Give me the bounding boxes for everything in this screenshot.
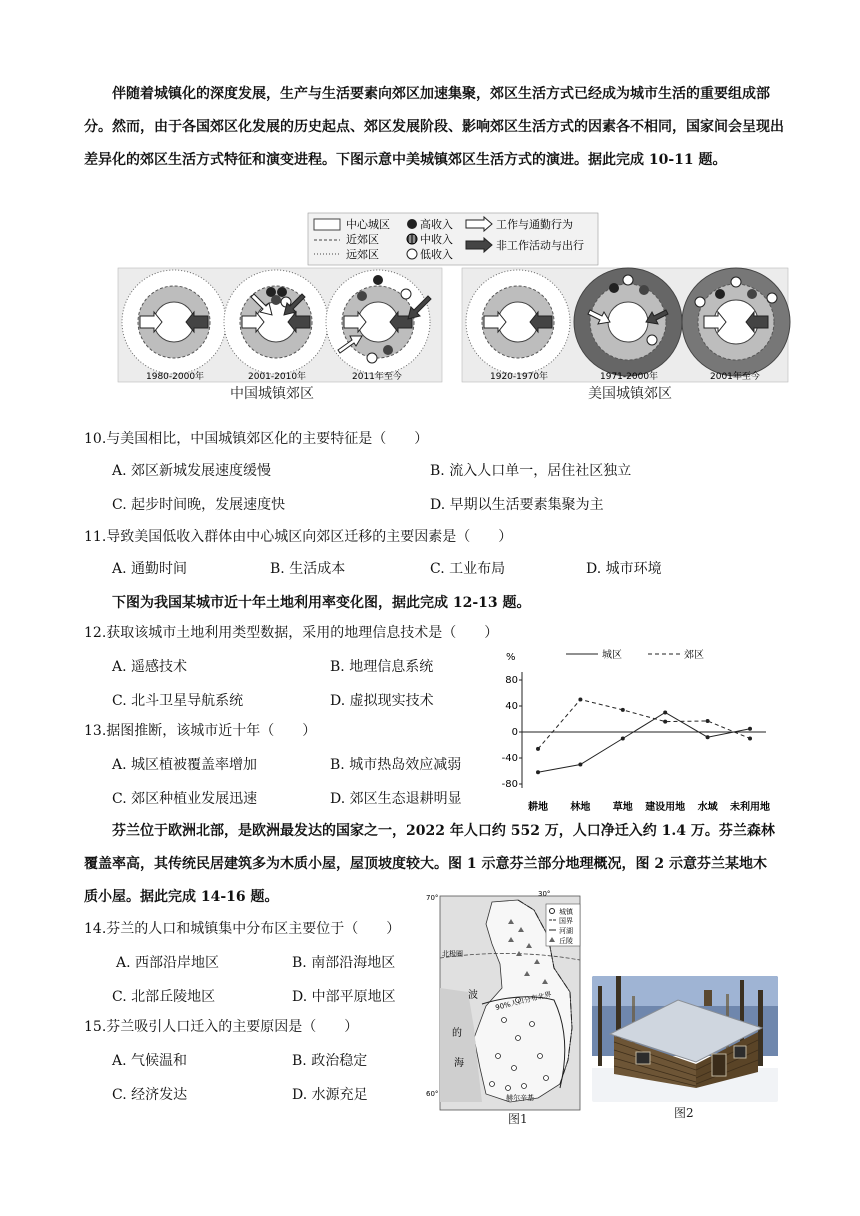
q12-option-d[interactable]: D. 虚拟现实技术: [330, 693, 434, 709]
map-gulf-char-3: 海: [454, 1058, 464, 1069]
legend-mid-income: 中收入: [420, 233, 453, 246]
suburb-evolution-figure: [116, 210, 792, 402]
usa-diagram-2: [574, 268, 682, 376]
chart-data-point: [621, 737, 625, 741]
intro-paragraph-3: 芬兰位于欧洲北部，是欧洲最发达的国家之一，2022 年人口约 552 万，人口净迁入约 1.4 万。芬兰森林覆盖率高，其传统民居建筑多为木质小屋，屋顶坡度较大。图 1 示意芬兰部分地理概况，图 2 示意芬兰某地木质小屋。据此完成 14-16 题。: [84, 823, 775, 905]
usa-period-1: 1920-1970年: [490, 372, 549, 382]
chart-y-tick-label: -80: [501, 779, 518, 790]
question-15-stem: 15.芬兰吸引人口迁入的主要原因是（ ）: [84, 1019, 359, 1035]
legend-series-suburb: 郊区: [684, 650, 704, 661]
cabin-illustration: [592, 976, 778, 1102]
usa-diagram-3: [682, 268, 790, 376]
chart-x-category-label: 耕地: [528, 802, 548, 813]
map-capital-label: 赫尔辛基: [506, 1094, 534, 1102]
finland-map: [422, 888, 588, 1112]
map-gulf-char-2: 的: [452, 1028, 462, 1039]
chart-y-tick-label: -40: [501, 753, 518, 764]
usa-caption: 美国城镇郊区: [588, 386, 672, 402]
question-11-stem: 11.导致美国低收入群体由中心城区向郊区迁移的主要因素是（ ）: [84, 529, 513, 545]
legend-work-commute: 工作与通勤行为: [496, 218, 573, 231]
figure-2-caption: 图2: [674, 1106, 694, 1120]
figure-legend: [308, 213, 598, 265]
legend-far-suburb: 远郊区: [346, 248, 379, 261]
q12-option-a[interactable]: A. 遥感技术: [112, 659, 188, 675]
map-lon-30: 30°: [538, 890, 551, 898]
china-caption: 中国城镇郊区: [230, 386, 314, 402]
chart-x-category-label: 建设用地: [645, 802, 686, 813]
china-diagram-1: [122, 270, 226, 374]
map-lat-70: 70°: [426, 894, 439, 902]
chart-data-point: [536, 770, 540, 774]
q11-option-c[interactable]: C. 工业布局: [430, 561, 506, 577]
chart-x-category-label: 林地: [570, 802, 591, 813]
chart-y-tick-label: 80: [505, 675, 518, 686]
legend-series-urban: 城区: [602, 650, 622, 661]
legend-low-income: 低收入: [420, 248, 453, 261]
map-arctic-circle: 北极圈: [442, 950, 463, 958]
map-lat-60: 60°: [426, 1090, 439, 1098]
land-use-change-chart: [488, 644, 778, 816]
chart-data-point: [706, 719, 710, 723]
q12-option-c[interactable]: C. 北斗卫星导航系统: [112, 693, 244, 709]
chart-data-point: [663, 711, 667, 715]
q13-option-d[interactable]: D. 郊区生态退耕明显: [330, 791, 462, 807]
q15-option-d[interactable]: D. 水源充足: [292, 1087, 368, 1103]
q14-option-d[interactable]: D. 中部平原地区: [292, 989, 396, 1005]
chart-x-category-label: 草地: [612, 802, 633, 813]
q14-option-b[interactable]: B. 南部沿海地区: [292, 955, 396, 971]
q10-option-c[interactable]: C. 起步时间晚，发展速度快: [112, 497, 286, 513]
figure-1-caption: 图1: [508, 1112, 528, 1126]
map-legend-border: 国界: [559, 917, 573, 925]
chart-data-point: [706, 735, 710, 739]
china-period-1: 1980-2000年: [146, 372, 205, 382]
q11-option-d[interactable]: D. 城市环境: [586, 561, 662, 577]
china-diagram-2: [224, 270, 328, 374]
q10-option-b[interactable]: B. 流入人口单一，居住社区独立: [430, 463, 632, 479]
chart-y-unit: %: [506, 652, 516, 663]
chart-legend: [566, 648, 704, 661]
question-12-stem: 12.获取该城市土地利用类型数据，采用的地理信息技术是（ ）: [84, 625, 499, 641]
map-legend-river-lake: 河湖: [559, 927, 573, 935]
china-period-2: 2001-2010年: [248, 372, 307, 382]
map-gulf-char-1: 波: [468, 990, 478, 1001]
q13-option-b[interactable]: B. 城市热岛效应减弱: [330, 757, 462, 773]
q11-option-a[interactable]: A. 通勤时间: [112, 561, 188, 577]
map-population-line-label: 90%人口分布北界: [494, 990, 553, 1012]
chart-data-point: [578, 698, 582, 702]
chart-data-point: [748, 727, 752, 731]
q15-option-c[interactable]: C. 经济发达: [112, 1087, 188, 1103]
chart-x-category-label: 水域: [697, 802, 718, 813]
chart-data-point: [748, 737, 752, 741]
legend-non-work: 非工作活动与出行: [496, 239, 584, 252]
question-13-stem: 13.据图推断，该城市近十年（ ）: [84, 723, 317, 739]
chart-data-point: [621, 708, 625, 712]
legend-near-suburb: 近郊区: [346, 233, 379, 246]
legend-center-city: 中心城区: [346, 218, 390, 231]
question-14-stem: 14.芬兰的人口和城镇集中分布区主要位于（ ）: [84, 921, 401, 937]
q13-option-a[interactable]: A. 城区植被覆盖率增加: [112, 757, 258, 773]
usa-period-3: 2001年至今: [710, 372, 760, 382]
chart-x-category-label: 未利用地: [730, 802, 770, 813]
intro-paragraph-1: 伴随着城镇化的深度发展，生产与生活要素向郊区加速集聚，郊区生活方式已经成为城市生活的重要组成部分。然而，由于各国郊区化发展的历史起点、郊区发展阶段、影响郊区生活方式的因素各不相同，国家间会呈现出差异化的郊区生活方式特征和演变进程。下图示意中美城镇郊区生活方式的演进。据此完成 10-11 题。: [84, 86, 784, 168]
chart-data-point: [536, 747, 540, 751]
q15-option-a[interactable]: A. 气候温和: [112, 1053, 188, 1069]
chart-series-line-suburb: [538, 700, 750, 749]
q11-option-b[interactable]: B. 生活成本: [270, 561, 346, 577]
q10-option-d[interactable]: D. 早期以生活要素集聚为主: [430, 497, 604, 513]
q15-option-b[interactable]: B. 政治稳定: [292, 1053, 368, 1069]
chart-data-point: [663, 720, 667, 724]
map-legend-town: 城镇: [559, 908, 573, 916]
usa-diagram-1: [466, 270, 570, 374]
q14-option-c[interactable]: C. 北部丘陵地区: [112, 989, 216, 1005]
chart-y-tick-label: 0: [511, 727, 518, 738]
q12-option-b[interactable]: B. 地理信息系统: [330, 659, 434, 675]
chart-y-tick-label: 40: [505, 701, 518, 712]
map-legend-hills: 丘陵: [559, 937, 573, 945]
q13-option-c[interactable]: C. 郊区种植业发展迅速: [112, 791, 258, 807]
chart-data-point: [578, 763, 582, 767]
china-period-3: 2011年至今: [352, 372, 402, 382]
question-10-stem: 10.与美国相比，中国城镇郊区化的主要特征是（ ）: [84, 431, 429, 447]
q14-option-a[interactable]: A. 西部沿岸地区: [116, 955, 220, 971]
q10-option-a[interactable]: A. 郊区新城发展速度缓慢: [112, 463, 272, 479]
wooden-cabin-photo: [592, 976, 778, 1102]
intro-paragraph-2: 下图为我国某城市近十年土地利用率变化图，据此完成 12-13 题。: [112, 595, 531, 611]
legend-high-income: 高收入: [420, 218, 453, 231]
usa-period-2: 1971-2000年: [600, 372, 659, 382]
chart-series-line-urban: [538, 713, 750, 773]
